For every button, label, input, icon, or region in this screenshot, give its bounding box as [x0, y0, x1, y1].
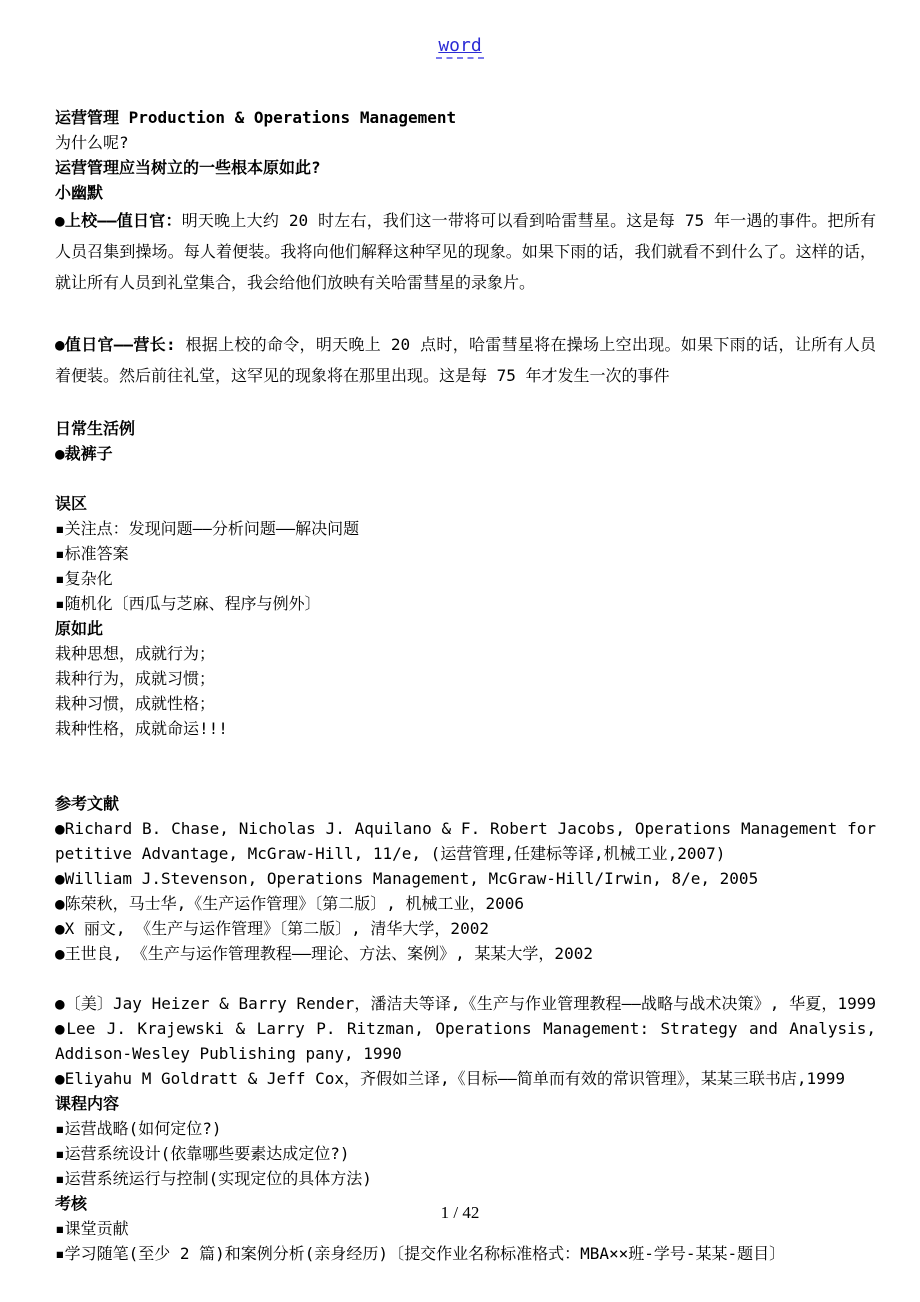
bold-run: ●值日官——营长:	[55, 335, 176, 354]
bold-run: 运营管理应当树立的一些根本原如此?	[55, 158, 321, 177]
page-number-indicator: 1 / 42	[440, 1203, 480, 1222]
text-line	[55, 941, 876, 966]
text-line	[55, 666, 876, 691]
bold-run: ●上校——值日官：	[55, 211, 182, 230]
text-run: ▪课堂贡献	[55, 1219, 129, 1238]
text-line	[55, 1241, 876, 1266]
text-run: 根据上校的命令，明天晚上 20 点时，哈雷彗星将在操场上空出现。如果下雨的话，让所有人员着便装。然后前往礼堂，这罕见的现象将在那里出现。这是每 75 年才发生一次的事件	[55, 335, 876, 385]
text-run: ▪运营战略(如何定位?)	[55, 1119, 222, 1138]
bold-run: 原如此	[55, 619, 104, 638]
text-run: ●Richard B. Chase, Nicholas J. Aquilano & F. Robert Jacobs, Operations Management for petitive Advantage, McGraw-Hill, 11/e, (运营管理,任建标等译,机械工业,2007)	[55, 819, 876, 863]
text-run: ▪标准答案	[55, 544, 129, 563]
text-run: ●Lee J. Krajewski & Larry P. Ritzman, Operations Management: Strategy and Analysis, Addison-Wesley Publishing pany, 1990	[55, 1019, 876, 1063]
text-run: 为什么呢?	[55, 133, 129, 152]
text-run: ▪关注点：发现问题——分析问题——解决问题	[55, 519, 360, 538]
text-run: ▪学习随笔(至少 2 篇)和案例分析(亲身经历)〔提交作业名称标准格式：MBA××班-学号-某某-题目〕	[55, 1244, 786, 1263]
text-run: ●〔美〕Jay Heizer & Barry Render，潘洁夫等译,《生产与作业管理教程——战略与战术决策》, 华夏，1999	[55, 994, 876, 1013]
text-run: ●X 丽文, 《生产与运作管理》〔第二版〕, 清华大学，2002	[55, 919, 489, 938]
bold-run: 小幽默	[55, 183, 104, 202]
text-line	[55, 991, 876, 1016]
blank-line	[55, 741, 876, 766]
text-run: 栽种行为，成就习惯；	[55, 669, 216, 688]
text-line	[55, 516, 876, 541]
bold-run: 考核	[55, 1194, 88, 1213]
text-line	[55, 716, 876, 741]
text-run: ●Eliyahu M Goldratt & Jeff Cox，齐假如兰译,《目标——简单而有效的常识管理》，某某三联书店,1999	[55, 1069, 846, 1088]
text-run: ▪运营系统设计(依靠哪些要素达成定位?)	[55, 1144, 350, 1163]
text-line	[55, 1141, 876, 1166]
text-run: 栽种习惯，成就性格；	[55, 694, 216, 713]
heading-line	[55, 1091, 876, 1116]
bold-run: 运营管理 Production & Operations Management	[55, 108, 457, 127]
heading-line	[55, 441, 876, 466]
bold-run: 参考文献	[55, 794, 120, 813]
text-run: 栽种思想，成就行为；	[55, 644, 216, 663]
text-run: ●陈荣秋，马士华,《生产运作管理》〔第二版〕, 机械工业，2006	[55, 894, 525, 913]
text-run: ▪随机化〔西瓜与芝麻、程序与例外〕	[55, 594, 321, 613]
bold-run: 日常生活例	[55, 419, 136, 438]
document-body	[55, 105, 876, 1266]
text-line	[55, 1066, 876, 1091]
bold-run: 课程内容	[55, 1094, 120, 1113]
text-line	[55, 130, 876, 155]
text-run: ●William J.Stevenson, Operations Management, McGraw-Hill/Irwin, 8/e, 2005	[55, 869, 759, 888]
text-line	[55, 205, 876, 298]
blank-line	[55, 966, 876, 991]
text-line	[55, 1016, 876, 1066]
text-run: 栽种性格，成就命运!!!	[55, 719, 228, 738]
blank-line	[55, 391, 876, 416]
text-line	[55, 641, 876, 666]
heading-line	[55, 416, 876, 441]
bold-run: ●裁裤子	[55, 444, 113, 463]
heading-line	[55, 491, 876, 516]
text-line	[55, 566, 876, 591]
text-line	[55, 866, 876, 891]
text-line	[55, 691, 876, 716]
heading-line	[55, 791, 876, 816]
text-line	[55, 891, 876, 916]
text-line	[55, 329, 876, 391]
text-line	[55, 1116, 876, 1141]
blank-line	[55, 298, 876, 329]
blank-line	[55, 766, 876, 791]
word-link[interactable]: word	[436, 36, 483, 59]
page-header	[0, 0, 920, 59]
blank-line	[55, 466, 876, 491]
heading-line	[55, 105, 876, 130]
heading-line	[55, 155, 876, 180]
text-line	[55, 1166, 876, 1191]
text-line	[55, 916, 876, 941]
text-run: ▪运营系统运行与控制(实现定位的具体方法)	[55, 1169, 372, 1188]
text-line	[55, 816, 876, 866]
text-run: ▪复杂化	[55, 569, 113, 588]
text-run: 明天晚上大约 20 时左右，我们这一带将可以看到哈雷彗星。这是每 75 年一遇的事件。把所有人员召集到操场。每人着便装。我将向他们解释这种罕见的现象。如果下雨的话，我们就看不到什么了。这样的话，就让所有人员到礼堂集合，我会给他们放映有关哈雷彗星的录象片。	[55, 211, 876, 292]
text-run: ●王世良, 《生产与运作管理教程——理论、方法、案例》, 某某大学，2002	[55, 944, 593, 963]
heading-line	[55, 180, 876, 205]
heading-line	[55, 616, 876, 641]
text-line	[55, 591, 876, 616]
text-line	[55, 541, 876, 566]
bold-run: 误区	[55, 494, 88, 513]
